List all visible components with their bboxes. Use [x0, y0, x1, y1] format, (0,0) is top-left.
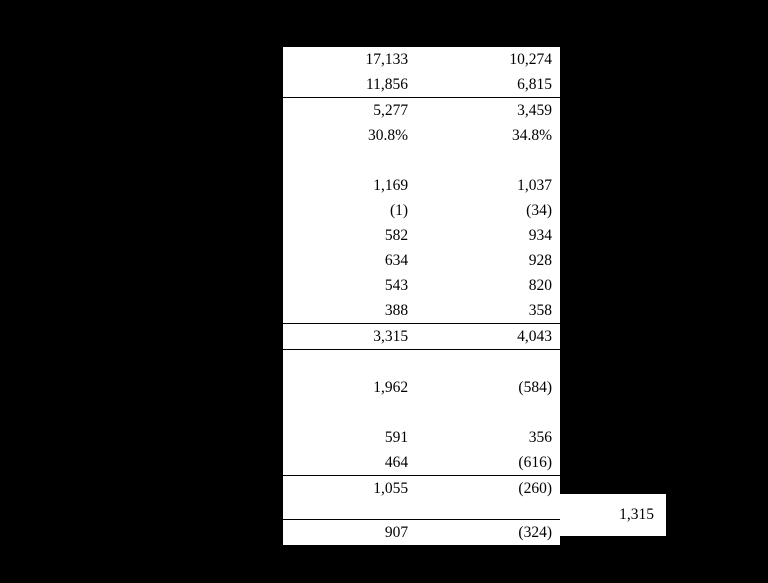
table-row — [283, 450, 560, 476]
table-subtotal-row — [283, 324, 560, 350]
cell-col2: 820 — [426, 273, 560, 298]
cell-col2 — [426, 350, 560, 376]
cell-col1: 3,315 — [283, 324, 426, 350]
cell-col1: 464 — [283, 450, 426, 476]
cell-col1: 1,169 — [283, 173, 426, 198]
table-row — [283, 198, 560, 223]
cell-col2: 4,043 — [426, 324, 560, 350]
cell-col1 — [283, 148, 426, 173]
table-spacer-row — [283, 400, 560, 425]
cell-col1 — [283, 350, 426, 376]
table-row — [283, 47, 560, 72]
table-row — [283, 173, 560, 198]
cell-col2: (260) — [426, 476, 560, 502]
cell-col2 — [426, 400, 560, 425]
cell-col2: 356 — [426, 425, 560, 450]
side-value: 1,315 — [619, 506, 654, 523]
cell-col2: (584) — [426, 375, 560, 400]
cell-col2: 934 — [426, 223, 560, 248]
table-row — [283, 476, 560, 502]
table-row — [283, 72, 560, 98]
financial-table-block — [283, 47, 560, 545]
cell-col1: 11,856 — [283, 72, 426, 98]
table-row — [283, 123, 560, 148]
table-spacer-row — [283, 501, 560, 520]
cell-col1 — [283, 400, 426, 425]
table-row — [283, 425, 560, 450]
table-row — [283, 98, 560, 124]
table-spacer-row — [283, 148, 560, 173]
cell-col2: 10,274 — [426, 47, 560, 72]
cell-col2: 1,037 — [426, 173, 560, 198]
cell-col1: 634 — [283, 248, 426, 273]
cell-col1 — [283, 501, 426, 520]
cell-col2 — [426, 501, 560, 520]
financial-table — [283, 47, 560, 545]
cell-col2: 3,459 — [426, 98, 560, 124]
cell-col2: 6,815 — [426, 72, 560, 98]
table-row — [283, 223, 560, 248]
table-row — [283, 298, 560, 324]
financial-table-body — [283, 47, 560, 545]
cell-col2 — [426, 148, 560, 173]
table-row — [283, 375, 560, 400]
cell-col1: 1,962 — [283, 375, 426, 400]
cell-col2: (34) — [426, 198, 560, 223]
table-row — [283, 273, 560, 298]
cell-col1: 543 — [283, 273, 426, 298]
cell-col1: 388 — [283, 298, 426, 324]
cell-col1: 30.8% — [283, 123, 426, 148]
cell-col1: 17,133 — [283, 47, 426, 72]
side-value-box — [560, 494, 666, 536]
table-total-row — [283, 520, 560, 546]
cell-col1: 582 — [283, 223, 426, 248]
cell-col2: (324) — [426, 520, 560, 546]
cell-col2: 358 — [426, 298, 560, 324]
cell-col1: 591 — [283, 425, 426, 450]
table-row — [283, 248, 560, 273]
cell-col2: 928 — [426, 248, 560, 273]
cell-col1: 907 — [283, 520, 426, 546]
cell-col2: 34.8% — [426, 123, 560, 148]
table-spacer-row — [283, 350, 560, 376]
cell-col2: (616) — [426, 450, 560, 476]
cell-col1: 1,055 — [283, 476, 426, 502]
cell-col1: (1) — [283, 198, 426, 223]
cell-col1: 5,277 — [283, 98, 426, 124]
